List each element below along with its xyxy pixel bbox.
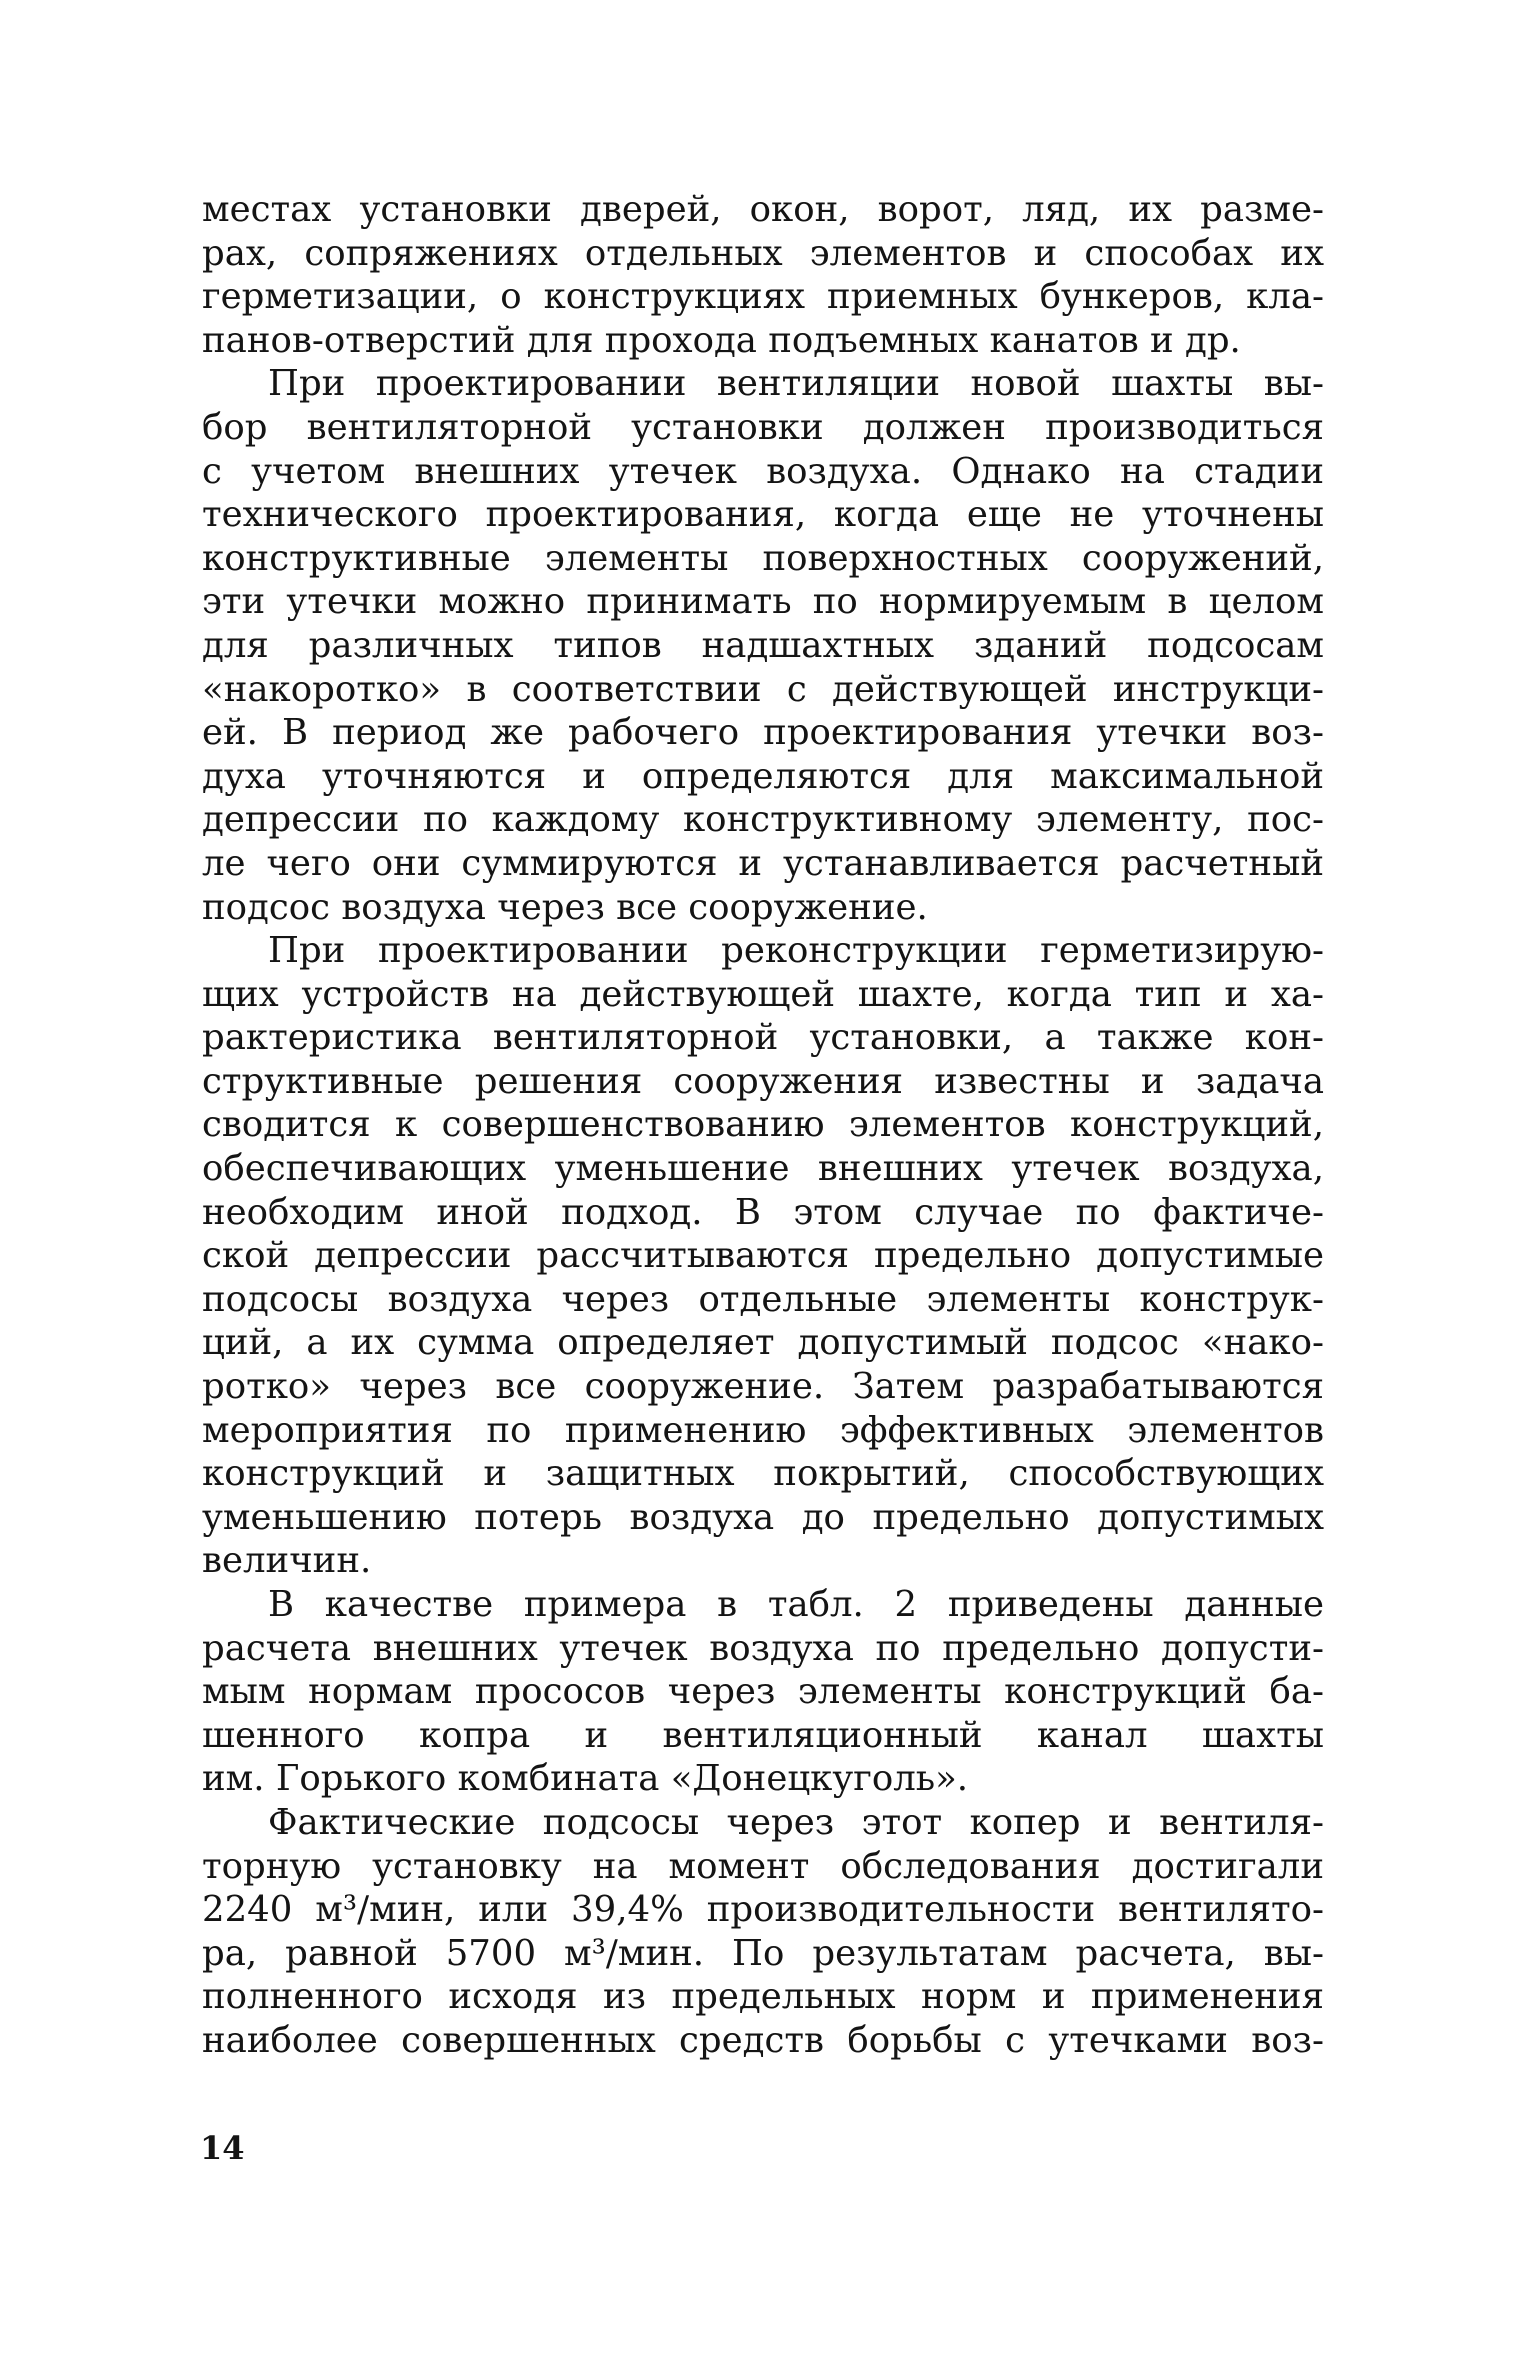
text-line: структивные решения сооружения известны и задача — [202, 1060, 1324, 1102]
text-line: бор вентиляторной установки должен производиться — [202, 406, 1324, 448]
text-line: сводится к совершенствованию элементов конструкций, — [202, 1104, 1324, 1146]
text-line: ле чего они суммируются и устанавливается расчетный — [202, 842, 1324, 884]
text-line: подсос воздуха через все сооружение. — [202, 886, 928, 928]
text-line: эти утечки можно принимать по нормируемым в целом — [202, 581, 1324, 623]
text-line: наиболее совершенных средств борьбы с утечками воз- — [202, 2019, 1324, 2061]
text-line: торную установку на момент обследования достигали — [202, 1845, 1324, 1887]
text-line: конструкций и защитных покрытий, способствующих — [202, 1453, 1324, 1495]
text-line: 2240 м³/мин, или 39,4% производительности вентилято- — [202, 1889, 1324, 1931]
text-line: рактеристика вентиляторной установки, а также кон- — [202, 1017, 1324, 1059]
paragraph-first-line: В качестве примера в табл. 2 приведены данные — [268, 1584, 1324, 1625]
page-number: 14 — [200, 2129, 245, 2167]
text-line: подсосы воздуха через отдельные элементы конструк- — [202, 1278, 1324, 1320]
text-line: ской депрессии рассчитываются предельно допустимые — [202, 1235, 1324, 1277]
text-line: технического проектирования, когда еще не уточнены — [202, 494, 1324, 536]
text-line: ей. В период же рабочего проектирования утечки воз- — [202, 712, 1324, 754]
paragraph-first-line: Фактические подсосы через этот копер и вентиля- — [268, 1801, 1324, 1843]
body-text — [202, 188, 1324, 2063]
text-line: необходим иной подход. В этом случае по фактиче- — [202, 1191, 1324, 1233]
text-line: шенного копра и вентиляционный канал шахты — [202, 1714, 1324, 1756]
text-line: герметизации, о конструкциях приемных бункеров, кла- — [202, 276, 1324, 318]
text-line: величин. — [202, 1540, 372, 1582]
text-line: ротко» через все сооружение. Затем разрабатываются — [202, 1366, 1324, 1408]
text-line: щих устройств на действующей шахте, когда тип и ха- — [202, 973, 1324, 1015]
text-line: полненного исходя из предельных норм и применения — [202, 1976, 1324, 2018]
text-line: рах, сопряжениях отдельных элементов и способах их — [202, 232, 1324, 274]
text-line: местах установки дверей, окон, ворот, ляд, их разме- — [202, 189, 1324, 230]
text-line: панов-отверстий для прохода подъемных канатов и др. — [202, 319, 1241, 361]
text-line: ра, равной 5700 м³/мин. По результатам расчета, вы- — [202, 1932, 1324, 1974]
text-line: расчета внешних утечек воздуха по предельно допусти- — [202, 1627, 1324, 1669]
text-line: с учетом внешних утечек воздуха. Однако на стадии — [202, 450, 1324, 492]
text-line: им. Горького комбината «Донецкуголь». — [202, 1758, 969, 1800]
text-line: ций, а их сумма определяет допустимый подсос «нако- — [202, 1322, 1324, 1364]
text-line: обеспечивающих уменьшение внешних утечек воздуха, — [202, 1148, 1324, 1190]
paragraph-first-line: При проектировании реконструкции герметизирую- — [268, 930, 1324, 972]
text-line: депрессии по каждому конструктивному элементу, пос- — [202, 799, 1324, 841]
text-line: духа уточняются и определяются для максимальной — [202, 755, 1324, 797]
text-line: мероприятия по применению эффективных элементов — [202, 1409, 1324, 1451]
paragraph-first-line: При проектировании вентиляции новой шахты вы- — [268, 363, 1324, 405]
text-line: конструктивные элементы поверхностных сооружений, — [202, 537, 1324, 579]
text-line: для различных типов надшахтных зданий подсосам — [202, 624, 1324, 666]
text-line: мым нормам прососов через элементы конструкций ба- — [202, 1671, 1324, 1713]
text-line: «накоротко» в соответствии с действующей инструкци- — [202, 668, 1324, 710]
text-line: уменьшению потерь воздуха до предельно допустимых — [202, 1496, 1324, 1538]
